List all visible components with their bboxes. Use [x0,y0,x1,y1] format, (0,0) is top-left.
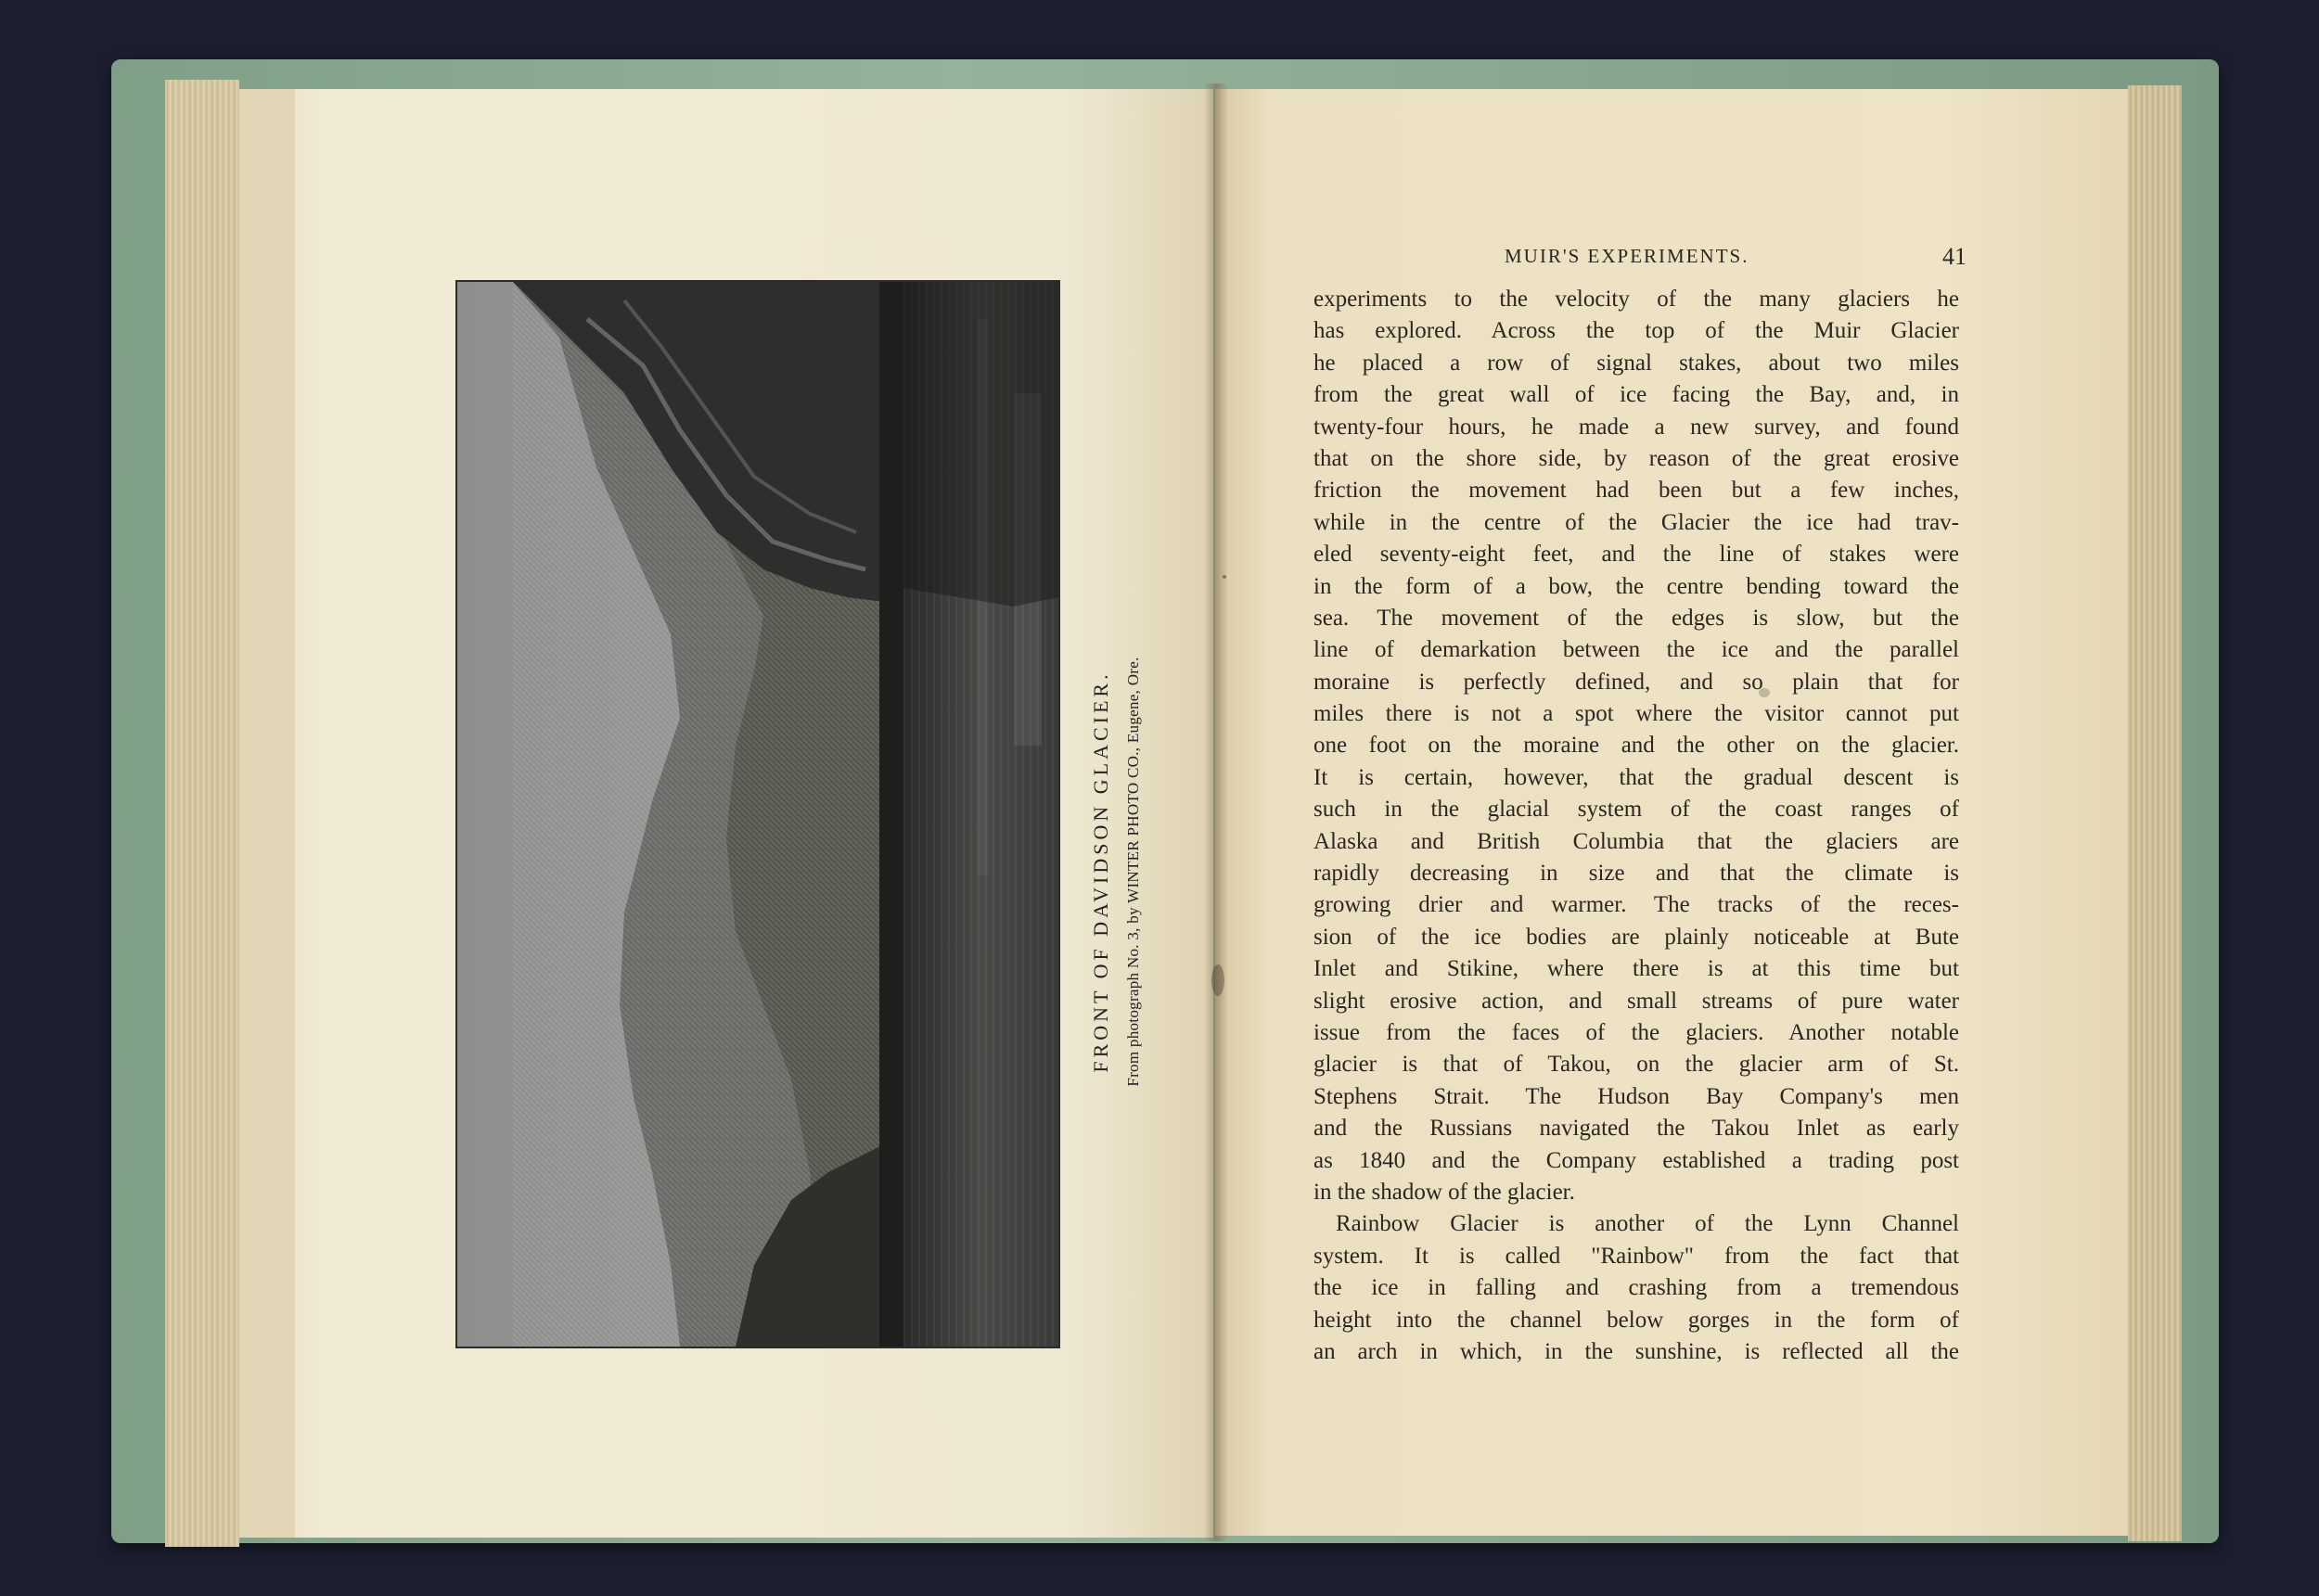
text-line: Stephens Strait. The Hudson Bay Company's men [1313,1083,1959,1109]
text-line: height into the channel below gorges in the form of [1313,1307,1959,1333]
plate-caption-title: FRONT OF DAVIDSON GLACIER. [1089,670,1112,1073]
glacier-photograph [455,280,1060,1348]
page-header [1317,243,1967,280]
text-line: such in the glacial system of the coast ranges of [1313,797,1959,823]
text-line: line of demarkation between the ice and the parallel [1313,637,1959,663]
plate-caption-credit: From photograph No. 3, by WINTER PHOTO CO., Eugene, Ore. [1124,657,1142,1087]
text-line: experiments to the velocity of the many glaciers he [1313,287,1959,312]
text-line: twenty-four hours, he made a new survey, and found [1313,414,1959,440]
text-line: moraine is perfectly defined, and so plain that for [1313,669,1959,695]
text-line: Inlet and Stikine, where there is at this time but [1313,956,1959,982]
paper-speck [1223,575,1226,579]
text-line: in the form of a bow, the centre bending toward the [1313,573,1959,599]
plate-caption [1065,427,1167,1317]
page-number: 41 [1942,243,1967,270]
text-line: while in the centre of the Glacier the ice had trav- [1313,509,1959,535]
body-text [1313,284,1959,1368]
left-page-edges [165,80,239,1547]
text-line: slight erosive action, and small streams of pure water [1313,988,1959,1014]
text-line: friction the movement had been but a few inches, [1313,478,1959,504]
text-line: It is certain, however, that the gradual descent is [1313,764,1959,790]
text-line: issue from the faces of the glaciers. Another notable [1313,1019,1959,1045]
text-line: Rainbow Glacier is another of the Lynn Channel [1336,1211,1959,1237]
text-line: sion of the ice bodies are plainly noticeable at Bute [1313,924,1959,950]
text-line: eled seventy-eight feet, and the line of stakes were [1313,542,1959,568]
right-page-edges [2128,85,2182,1541]
text-line: the ice in falling and crashing from a tremendous [1313,1275,1959,1301]
left-page-inner-strip [239,89,295,1538]
book-gutter [1204,83,1228,1541]
text-line: Alaska and British Columbia that the glaciers are [1313,828,1959,854]
text-line: has explored. Across the top of the Muir Glacier [1313,318,1959,344]
text-line: sea. The movement of the edges is slow, but the [1313,605,1959,631]
paper-speck [1759,688,1770,697]
text-line: rapidly decreasing in size and that the climate is [1313,861,1959,887]
text-line: and the Russians navigated the Takou Inlet as early [1313,1116,1959,1142]
text-line: as 1840 and the Company established a trading post [1313,1147,1959,1173]
paper-speck [1211,964,1224,996]
running-head: MUIR'S EXPERIMENTS. [1505,245,1749,267]
text-line: from the great wall of ice facing the Bay, and, in [1313,382,1959,408]
text-line: growing drier and warmer. The tracks of the reces- [1313,892,1959,918]
text-line: one foot on the moraine and the other on the glacier. [1313,733,1959,759]
text-line: that on the shore side, by reason of the great erosive [1313,445,1959,471]
text-line: glacier is that of Takou, on the glacier arm of St. [1313,1052,1959,1078]
text-line: an arch in which, in the sunshine, is reflected all the [1313,1338,1959,1364]
text-line: system. It is called "Rainbow" from the fact that [1313,1243,1959,1269]
text-line: miles there is not a spot where the visitor cannot put [1313,701,1959,727]
text-line: in the shadow of the glacier. [1313,1179,1575,1205]
text-line: he placed a row of signal stakes, about two miles [1313,350,1959,376]
